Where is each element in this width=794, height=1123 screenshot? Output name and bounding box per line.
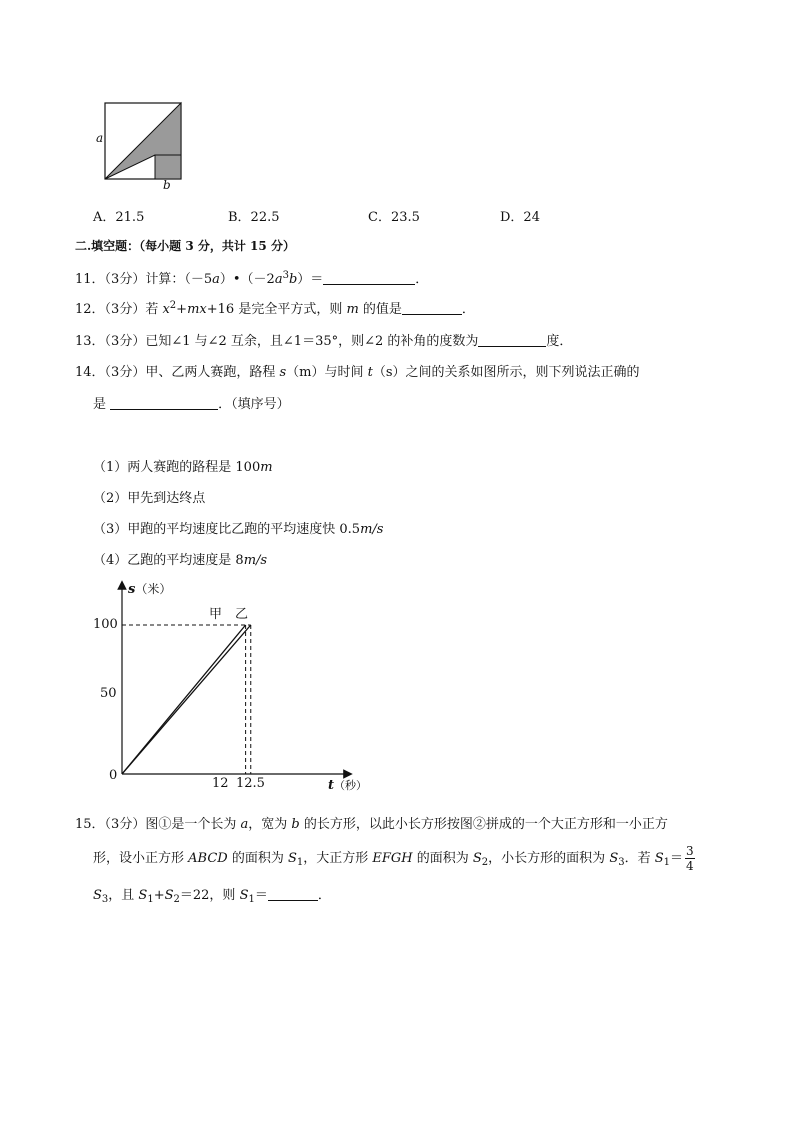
question-14-line1: 14．（3分）甲、乙两人赛跑，路程 s（m）与时间 t（s）之间的关系如图所示，则下列说法正确的 [75, 365, 640, 380]
question-15-line2: 形，设小正方形 ABCD 的面积为 $S_1$，大正方形 EFGH 的面积为 $S_2$，小长方形的面积为 $S_3$．若 $S_1=$ $\frac{3}{4}$ [93, 844, 694, 873]
question-15-line3: $S_3$，且 $S_1+S_2=22$，则 $S_1=$ ． [93, 888, 331, 905]
answer-blank-14[interactable] [110, 397, 218, 410]
question-11: 11．（3分）计算：$(-5a)•(-2a^3b)=$ ． [75, 270, 429, 287]
question-14-line2: 是 ．（填序号） [93, 397, 290, 412]
graph-x-label: t（秒） [328, 778, 368, 793]
option-a[interactable]: A．21.5 [93, 210, 145, 225]
tick-label-12-5: 12.5 [236, 776, 265, 791]
statement-2: （2）甲先到达终点 [93, 491, 206, 506]
answer-blank-12[interactable] [402, 302, 462, 315]
statement-1: （1）两人赛跑的路程是 100m [93, 460, 273, 475]
figure-label-a: a [96, 131, 104, 145]
question-15-line1: 15．（3分）图①是一个长为 a，宽为 b 的长方形，以此小长方形按图②拼成的一个大正方形和一小正方 [75, 817, 668, 832]
fraction-three-quarters: $\frac{3}{4}$ [686, 844, 694, 873]
graph-y-label: s（米） [128, 582, 172, 597]
question-13: 13．（3分）已知∠1 与∠2 互余，且∠1＝35°，则∠2 的补角的度数为 度． [75, 334, 573, 349]
option-c[interactable]: C．23.5 [368, 210, 420, 225]
figure-label-b: b [163, 178, 171, 192]
line-label-yi: 乙 [235, 607, 249, 622]
tick-label-100: 100 [93, 617, 118, 632]
option-d[interactable]: D．24 [500, 210, 540, 225]
answer-blank-15[interactable] [268, 888, 318, 901]
answer-blank-13[interactable] [478, 334, 546, 347]
series-line-yi [122, 625, 251, 774]
tick-label-50: 50 [100, 686, 117, 701]
line-label-jia: 甲 [209, 607, 223, 622]
statement-4: （4）乙跑的平均速度是 8m/s [93, 553, 268, 568]
section-title: 二.填空题：（每小题 3 分，共计 15 分） [75, 239, 295, 253]
option-b[interactable]: B．22.5 [228, 210, 280, 225]
answer-blank-11[interactable] [323, 272, 415, 285]
tick-label-12: 12 [212, 776, 229, 791]
origin-label: 0 [109, 768, 118, 783]
statement-3: （3）甲跑的平均速度比乙跑的平均速度快 0.5m/s [93, 522, 384, 537]
question-12: 12．（3分）若 $x^2+mx+16$ 是完全平方式，则 m 的值是 ． [75, 300, 475, 317]
square-figure [95, 100, 190, 195]
